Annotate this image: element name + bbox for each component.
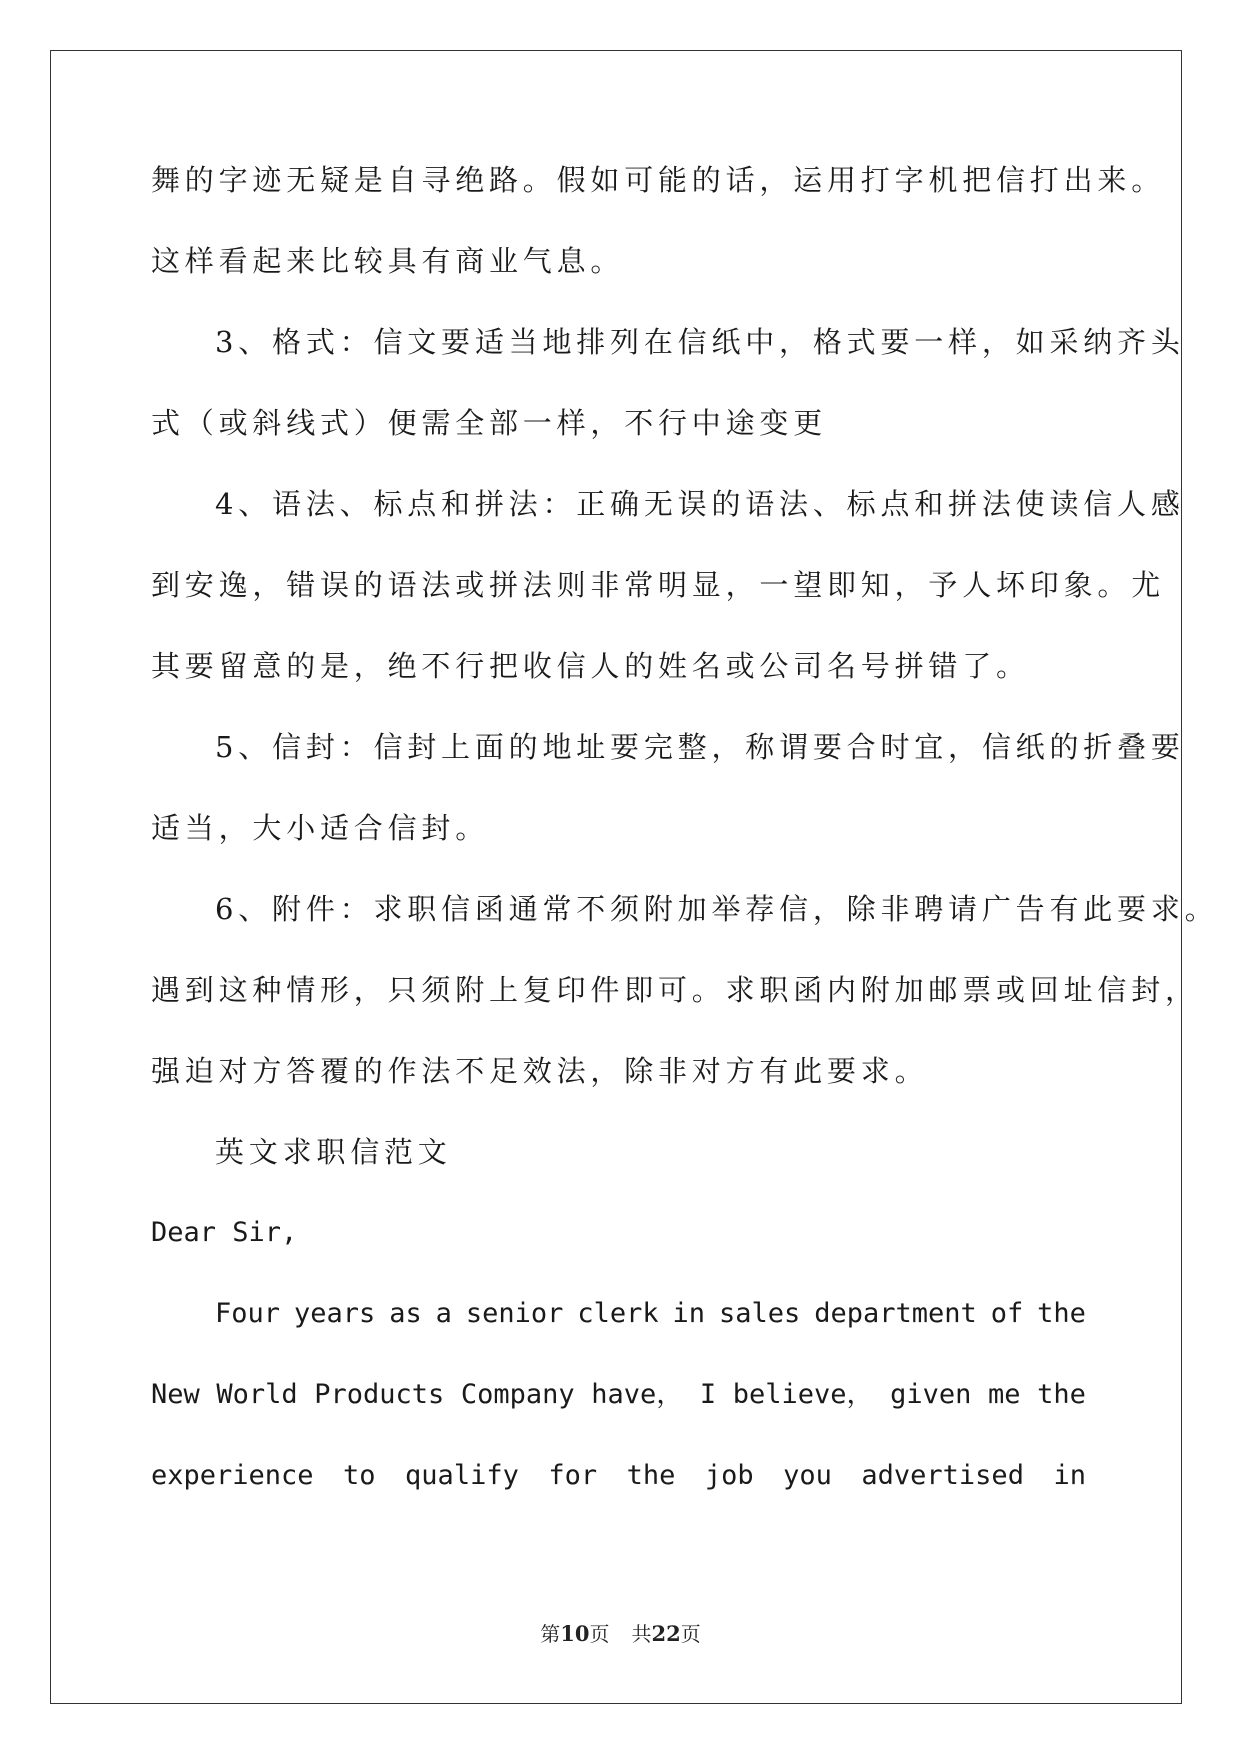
english-word: sales: [719, 1298, 801, 1329]
document-body: [151, 163, 1219, 1540]
english-word: years: [293, 1298, 376, 1329]
text-line: 遇到这种情形，只须附上复印件即可。求职函内附加邮票或回址信封，: [151, 973, 1199, 1007]
english-word: of: [990, 1298, 1024, 1329]
english-word: the: [1037, 1379, 1086, 1410]
text-line: 舞的字迹无疑是自寻绝路。假如可能的话，运用打字机把信打出来。: [151, 163, 1166, 197]
footer-prefix: 第: [540, 1622, 561, 1646]
english-word: in: [672, 1298, 706, 1329]
english-word: you: [783, 1460, 832, 1491]
footer-total-suffix: 页: [680, 1622, 701, 1646]
current-page-number: 10: [560, 1621, 590, 1646]
english-word: senior: [465, 1298, 564, 1329]
paragraph-attachment: 6、附件：求职信函通常不须附加举荐信，除非聘请广告有此要求。: [215, 892, 1219, 926]
english-word: clerk: [577, 1298, 659, 1329]
page-footer: [0, 1618, 1241, 1647]
english-word: have，: [591, 1379, 684, 1410]
section-heading: 英文求职信范文: [215, 1135, 452, 1169]
english-word: experience: [151, 1460, 314, 1491]
english-word: for: [548, 1460, 598, 1491]
english-word: World: [216, 1379, 298, 1410]
footer-total-prefix: 共: [631, 1622, 652, 1646]
english-word: me: [988, 1379, 1021, 1410]
paragraph-grammar: 4、语法、标点和拼法：正确无误的语法、标点和拼法使读信人感: [215, 487, 1185, 521]
english-word: Company: [460, 1379, 575, 1410]
total-pages-number: 22: [651, 1621, 681, 1646]
text-line: 这样看起来比较具有商业气息。: [151, 244, 625, 278]
salutation: Dear Sir,: [151, 1217, 298, 1248]
english-line: [151, 1378, 1086, 1459]
paragraph-envelope: 5、信封：信封上面的地址要完整，称谓要合时宜，信纸的折叠要: [215, 730, 1185, 764]
english-line: [151, 1297, 1086, 1378]
english-word: Four: [215, 1298, 281, 1329]
english-word: New: [151, 1379, 200, 1410]
text-line: 到安逸，错误的语法或拼法则非常明显，一望即知，予人坏印象。尤: [151, 568, 1166, 602]
english-word: in: [1053, 1460, 1086, 1491]
text-line: 其要留意的是，绝不行把收信人的姓名或公司名号拼错了。: [151, 649, 1030, 683]
english-word: as: [389, 1298, 422, 1329]
text-line: 强迫对方答覆的作法不足效法，除非对方有此要求。: [151, 1054, 929, 1088]
english-word: advertised: [861, 1460, 1024, 1491]
english-word: the: [626, 1460, 676, 1491]
text-line: 式（或斜线式）便需全部一样，不行中途变更: [151, 406, 828, 440]
english-line: [151, 1459, 1086, 1540]
english-word: a: [435, 1298, 452, 1329]
english-word: qualify: [405, 1460, 519, 1491]
footer-page-suffix: 页: [589, 1622, 610, 1646]
english-word: I: [699, 1379, 717, 1410]
english-word: the: [1037, 1298, 1086, 1329]
english-word: job: [704, 1460, 754, 1491]
text-line: 适当，大小适合信封。: [151, 811, 490, 845]
english-word: department: [814, 1298, 977, 1329]
paragraph-format: 3、格式：信文要适当地排列在信纸中，格式要一样，如采纳齐头: [215, 325, 1185, 359]
english-word: to: [343, 1460, 376, 1491]
english-word: given: [890, 1379, 972, 1410]
english-word: Products: [314, 1379, 445, 1410]
english-word: believe，: [732, 1379, 874, 1410]
